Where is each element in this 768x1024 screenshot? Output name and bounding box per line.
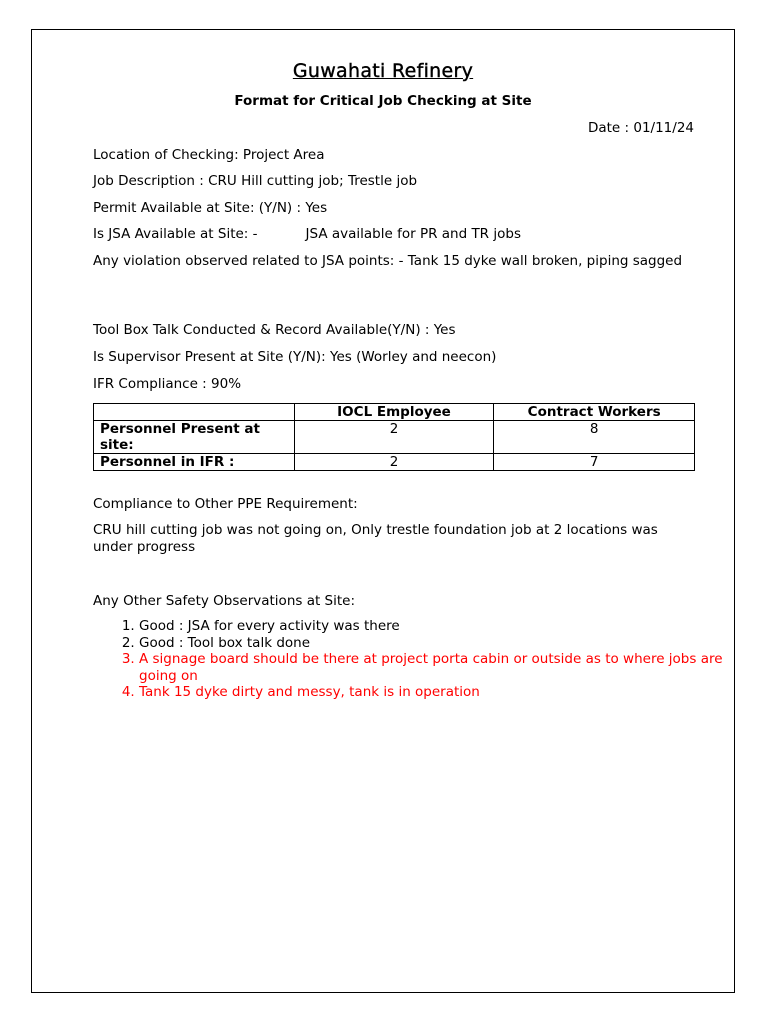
list-item: 3. A signage board should be there at project porta cabin or outside as to where jobs are going on [139,651,739,684]
violation-field: Any violation observed related to JSA points: - Tank 15 dyke wall broken, piping sagged [93,253,683,269]
jsa-value: JSA available for PR and TR jobs [305,226,521,242]
observations-list [93,618,739,701]
supervisor-field: Is Supervisor Present at Site (Y/N): Yes (Worley and neecon) [93,349,497,365]
table-header-cell: IOCL Employee [294,404,494,421]
document-subtitle: Format for Critical Job Checking at Site [234,93,532,109]
row-label: Personnel in IFR : [94,454,295,471]
ifr-compliance-field: IFR Compliance : 90% [93,376,242,392]
contract-count: 7 [494,454,695,471]
personnel-table [93,403,695,471]
job-description-field: Job Description : CRU Hill cutting job; Trestle job [93,173,418,189]
location-field: Location of Checking: Project Area [93,147,325,163]
document-title: Guwahati Refinery [292,60,474,82]
list-item: 1. Good : JSA for every activity was there [139,618,739,635]
toolbox-field: Tool Box Talk Conducted & Record Available(Y/N) : Yes [93,322,456,338]
row-label: Personnel Present at site: [94,421,295,454]
table-header-row [94,404,695,421]
table-header-cell [94,404,295,421]
list-item: 4. Tank 15 dyke dirty and messy, tank is in operation [139,684,739,701]
table-row [94,454,695,471]
ppe-heading: Compliance to Other PPE Requirement: [93,496,358,512]
jsa-label: Is JSA Available at Site: - [93,226,258,242]
document-date: Date : 01/11/24 [587,120,694,136]
observations-heading: Any Other Safety Observations at Site: [93,593,356,609]
list-item: 2. Good : Tool box talk done [139,635,739,652]
iocl-count: 2 [294,454,494,471]
table-header-cell: Contract Workers [494,404,695,421]
document-page [31,29,735,993]
iocl-count: 2 [294,421,494,454]
jsa-field [93,226,521,242]
table-row [94,421,695,454]
contract-count: 8 [494,421,695,454]
ppe-text: CRU hill cutting job was not going on, Only trestle foundation job at 2 locations was under progress [93,522,658,555]
permit-field: Permit Available at Site: (Y/N) : Yes [93,200,328,216]
